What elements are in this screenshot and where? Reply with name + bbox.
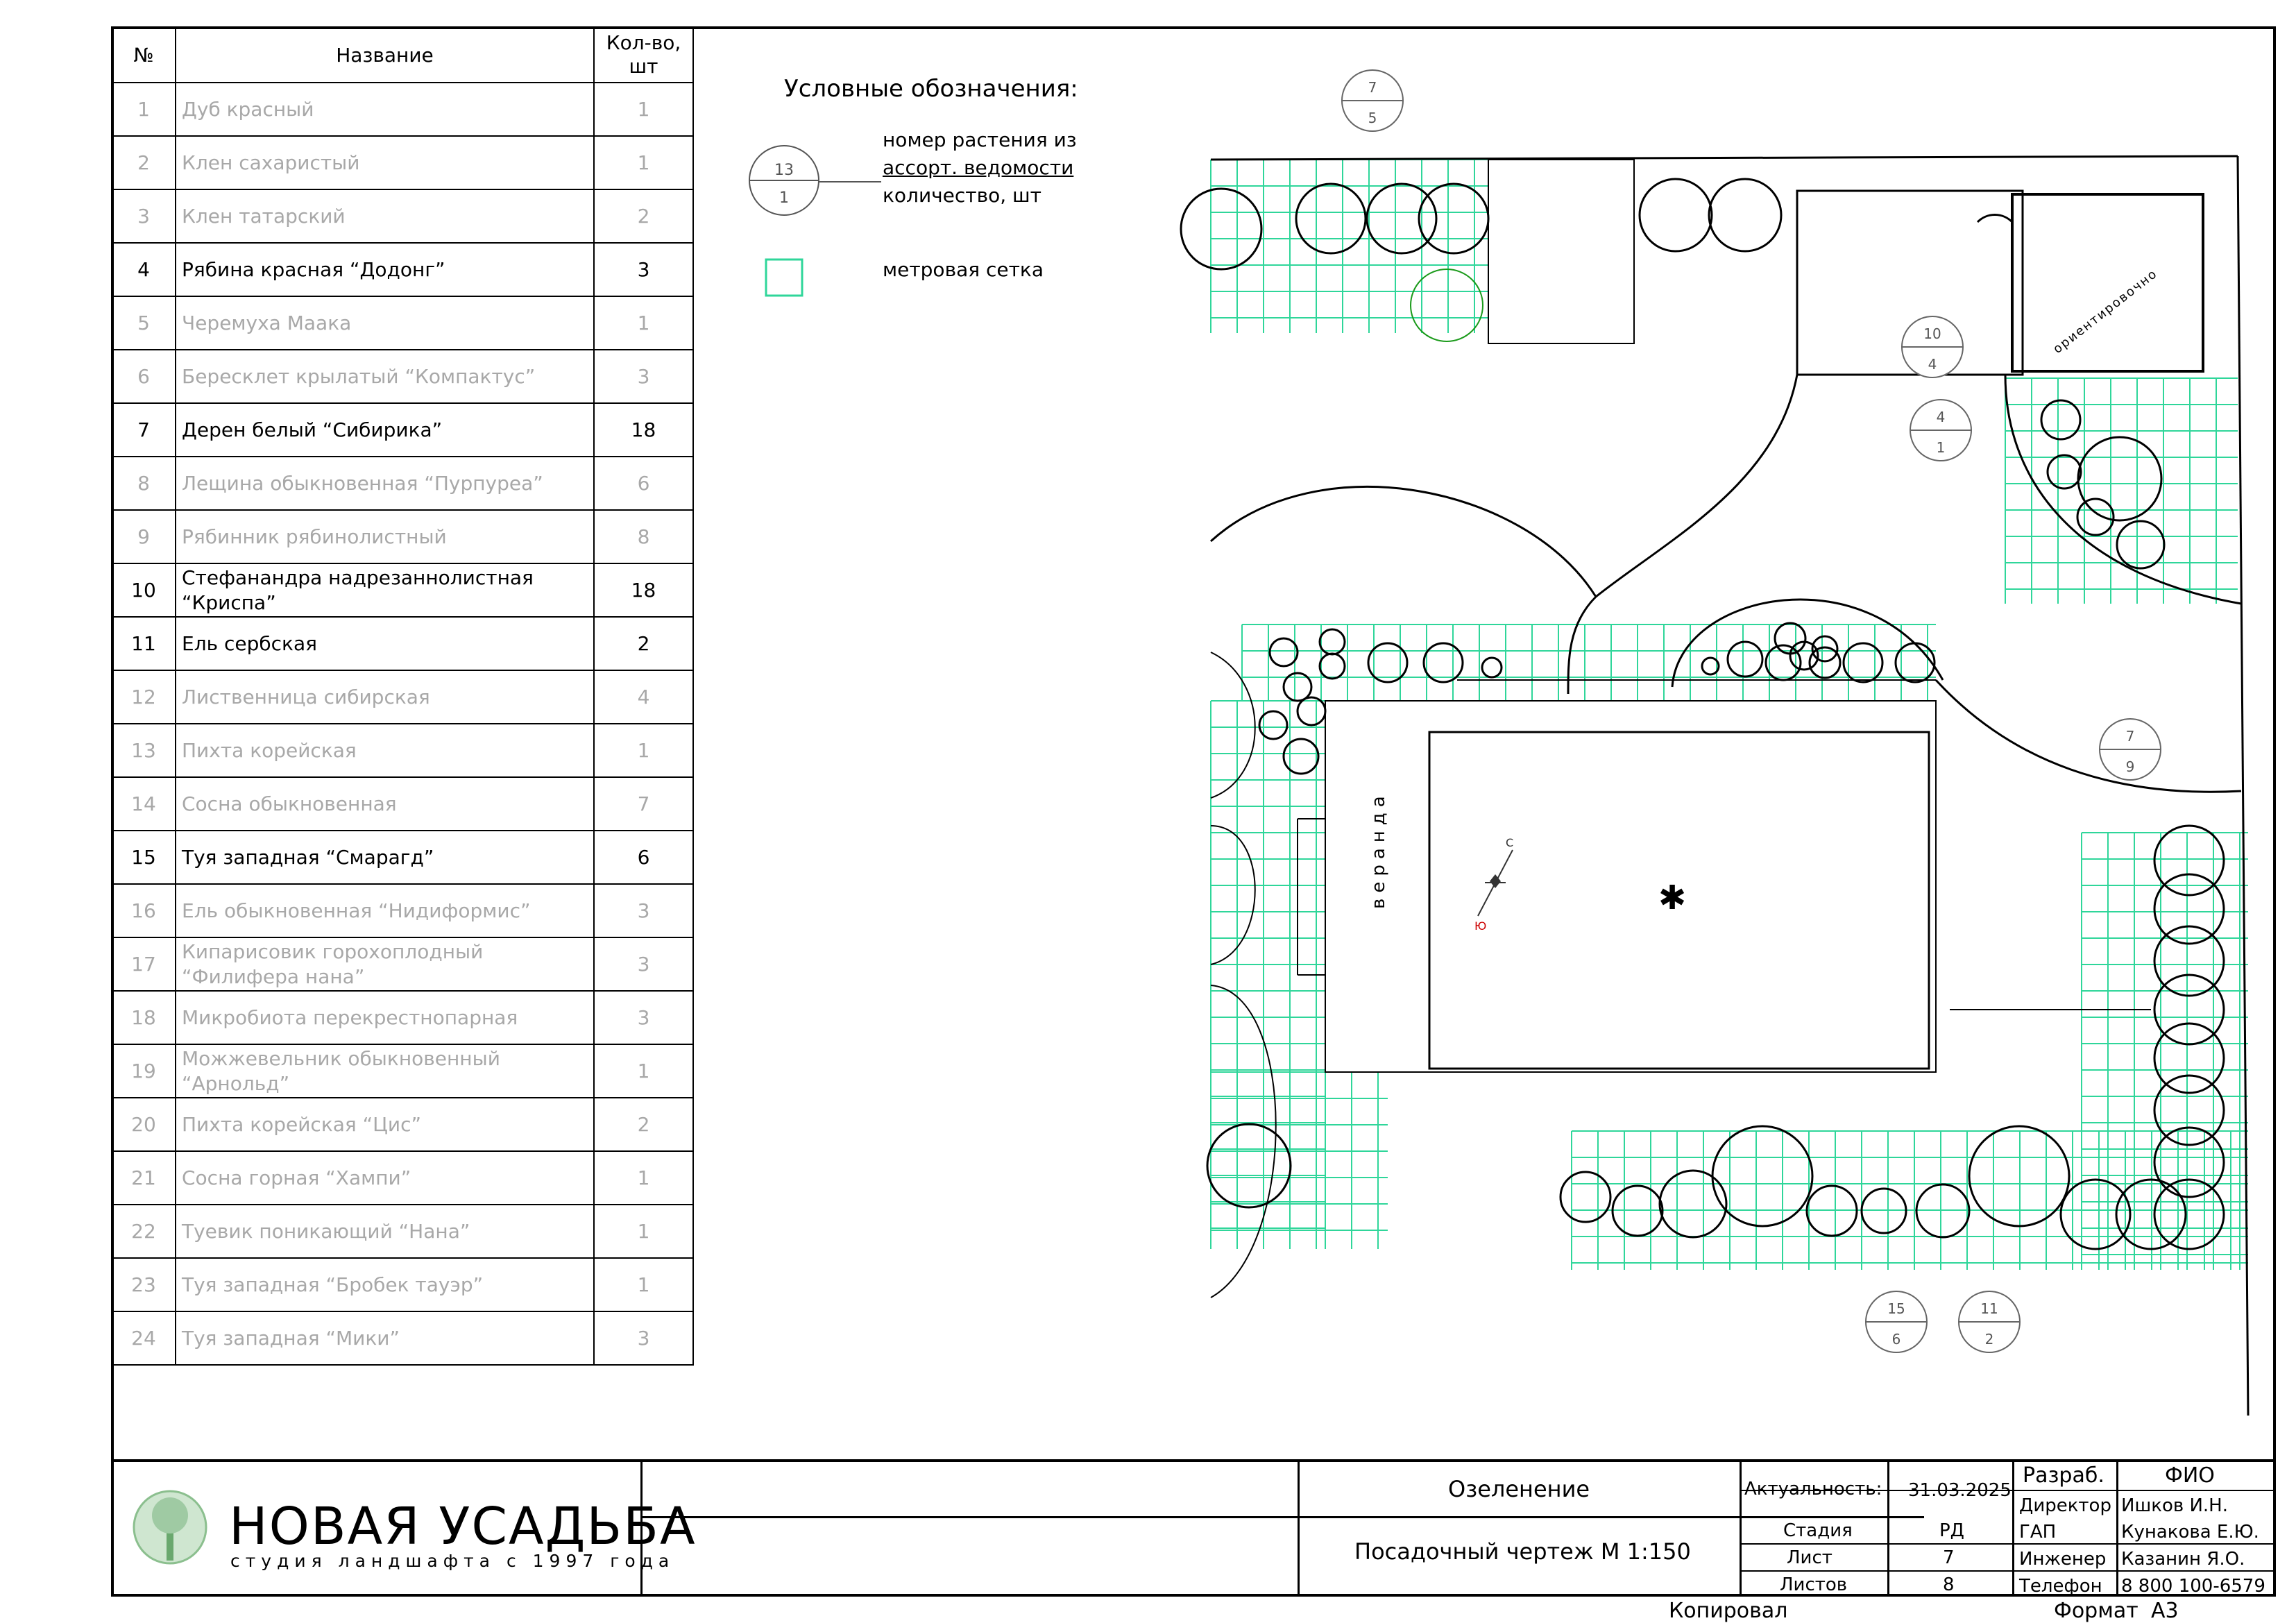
- entrance-marker-icon: ✱: [1658, 878, 1687, 917]
- plant-callouts: [1342, 70, 2161, 1352]
- cell-name: Клен сахаристый: [176, 136, 594, 189]
- role-name: Казанин Я.О.: [2121, 1549, 2245, 1570]
- cell-num: 12: [112, 670, 176, 724]
- compass-south-label: Ю: [1474, 919, 1487, 933]
- role-name: Ишков И.Н.: [2121, 1495, 2228, 1516]
- legend-callout-line3: количество, шт: [883, 184, 1041, 207]
- plant-circle: [2078, 437, 2161, 520]
- outbuilding-label: ориентировочно: [2050, 266, 2161, 357]
- copied-label: Копировал: [1669, 1599, 1788, 1623]
- plant-circle: [1709, 179, 1781, 251]
- cell-name: Лиственница сибирская: [176, 670, 594, 724]
- sheets-label: Листов: [1780, 1574, 1848, 1595]
- cell-num: 5: [112, 296, 176, 350]
- col-header-number: №: [112, 27, 176, 83]
- role-label: ГАП: [2019, 1522, 2057, 1543]
- cell-num: 21: [112, 1151, 176, 1205]
- callout-top: 7: [1368, 79, 1377, 96]
- callout-top: 10: [1923, 325, 1941, 342]
- cell-num: 15: [112, 831, 176, 884]
- sheet-title: Посадочный чертеж М 1:150: [1354, 1538, 1691, 1565]
- role-name: 8 800 100-6579: [2121, 1576, 2265, 1597]
- legend-callout-symbol: [749, 146, 881, 215]
- role-label: Директор: [2019, 1495, 2111, 1516]
- cell-name: Лещина обыкновенная “Пурпуреа”: [176, 457, 594, 510]
- legend-callout-line2: ассорт. ведомости: [883, 156, 1074, 179]
- col-header-quantity: Кол-во, шт: [594, 27, 693, 83]
- company-name: НОВАЯ УСАДЬБА: [229, 1497, 697, 1556]
- cell-qty: 3: [594, 884, 693, 937]
- cell-num: 6: [112, 350, 176, 403]
- stage-label: Стадия: [1783, 1520, 1853, 1541]
- cell-num: 7: [112, 403, 176, 457]
- legend-title: Условные обозначения:: [784, 75, 1078, 103]
- cell-qty: 3: [594, 1311, 693, 1365]
- cell-name: Можжевельник обыкновенный “Арнольд”: [176, 1044, 594, 1098]
- cell-name: Ель обыкновенная “Нидиформис”: [176, 884, 594, 937]
- cell-qty: 2: [594, 189, 693, 243]
- legend-grid-symbol: [766, 260, 802, 296]
- cell-qty: 1: [594, 136, 693, 189]
- callout-bottom: 4: [1928, 356, 1937, 373]
- compass-north-label: С: [1506, 836, 1514, 849]
- legend-grid-label: метровая сетка: [883, 258, 1044, 281]
- format-value: А3: [2151, 1599, 2179, 1623]
- compass-icon: [1474, 836, 1513, 933]
- cell-num: 17: [112, 937, 176, 991]
- plant-callout: [1866, 1291, 1927, 1352]
- plant-circle: [2117, 521, 2164, 568]
- plant-circle: [2077, 499, 2114, 535]
- plant-circle: [1660, 1171, 1726, 1237]
- plant-callout: [1342, 70, 1403, 131]
- cell-num: 19: [112, 1044, 176, 1098]
- actuality-date: 31.03.2025: [1908, 1480, 2012, 1501]
- sheet-label: Лист: [1787, 1547, 1832, 1568]
- cell-qty: 4: [594, 670, 693, 724]
- cell-name: Кипарисовик горохоплодный “Филифера нана”: [176, 937, 594, 991]
- title-block: [111, 1459, 2276, 1599]
- cell-qty: 18: [594, 403, 693, 457]
- cell-name: Сосна обыкновенная: [176, 777, 594, 831]
- plant-circle: [1728, 642, 1762, 677]
- cell-name: Туя западная “Смарагд”: [176, 831, 594, 884]
- plant-callout: [2100, 719, 2161, 780]
- cell-name: Туя западная “Бробек тауэр”: [176, 1258, 594, 1311]
- callout-bottom: 1: [1936, 439, 1946, 456]
- plant-circle: [1712, 1126, 1812, 1226]
- plant-circle: [2041, 400, 2080, 439]
- role-label: Разраб.: [2023, 1463, 2104, 1488]
- cell-qty: 1: [594, 1205, 693, 1258]
- actuality-label: Актуальность:: [1744, 1479, 1882, 1499]
- cell-qty: 1: [594, 1151, 693, 1205]
- cell-qty: 6: [594, 457, 693, 510]
- role-name: Кунакова Е.Ю.: [2121, 1522, 2259, 1543]
- cell-name: Пихта корейская: [176, 724, 594, 777]
- cell-qty: 7: [594, 777, 693, 831]
- plant-circle: [1296, 184, 1366, 253]
- plant-circle: [1320, 654, 1345, 679]
- cell-num: 14: [112, 777, 176, 831]
- cell-qty: 2: [594, 617, 693, 670]
- cell-num: 22: [112, 1205, 176, 1258]
- cell-num: 10: [112, 563, 176, 617]
- cell-qty: 6: [594, 831, 693, 884]
- cell-name: Рябина красная “Додонг”: [176, 243, 594, 296]
- cell-num: 23: [112, 1258, 176, 1311]
- cell-name: Сосна горная “Хампи”: [176, 1151, 594, 1205]
- cell-name: Дуб красный: [176, 83, 594, 136]
- cell-num: 2: [112, 136, 176, 189]
- cell-num: 8: [112, 457, 176, 510]
- callout-bottom: 2: [1984, 1331, 1994, 1348]
- cell-num: 11: [112, 617, 176, 670]
- cell-num: 9: [112, 510, 176, 563]
- plant-circle: [1482, 658, 1502, 677]
- company-tagline: студия ландшафта с 1997 года: [230, 1551, 675, 1571]
- legend-callout-line1: номер растения из: [883, 128, 1077, 151]
- cell-qty: 1: [594, 1258, 693, 1311]
- cell-qty: 1: [594, 83, 693, 136]
- cell-name: Рябинник рябинолистный: [176, 510, 594, 563]
- role-name: ФИО: [2165, 1463, 2215, 1488]
- cell-num: 18: [112, 991, 176, 1044]
- cell-name: Бересклет крылатый “Компактус”: [176, 350, 594, 403]
- cell-qty: 1: [594, 1044, 693, 1098]
- role-label: Инженер: [2019, 1549, 2107, 1570]
- cell-qty: 2: [594, 1098, 693, 1151]
- plant-circle: [1561, 1172, 1610, 1222]
- cell-qty: 8: [594, 510, 693, 563]
- callout-top: 11: [1980, 1300, 1998, 1317]
- cell-name: Туя западная “Мики”: [176, 1311, 594, 1365]
- cell-num: 1: [112, 83, 176, 136]
- plant-circle: [2061, 1180, 2130, 1249]
- cell-num: 24: [112, 1311, 176, 1365]
- company-logo-icon: [132, 1484, 208, 1571]
- plant-circle: [1844, 643, 1882, 682]
- plant-circle: [1810, 647, 1840, 678]
- cell-name: Пихта корейская “Цис”: [176, 1098, 594, 1151]
- cell-name: Ель сербская: [176, 617, 594, 670]
- callout-bottom: 6: [1891, 1331, 1901, 1348]
- callout-top: 15: [1887, 1300, 1905, 1317]
- plant-callout: [1910, 400, 1971, 461]
- callout-top: 7: [2125, 728, 2135, 745]
- plant-circle: [1367, 184, 1436, 253]
- cell-name: Микробиота перекрестнопарная: [176, 991, 594, 1044]
- cell-qty: 3: [594, 243, 693, 296]
- section-title: Озеленение: [1448, 1476, 1590, 1502]
- callout-bottom: 5: [1368, 110, 1377, 126]
- col-header-name: Название: [176, 27, 594, 83]
- cell-qty: 3: [594, 991, 693, 1044]
- cell-name: Стефанандра надрезаннолистная “Криспа”: [176, 563, 594, 617]
- cell-name: Дерен белый “Сибирика”: [176, 403, 594, 457]
- plant-circle: [1181, 189, 1261, 269]
- cell-num: 16: [112, 884, 176, 937]
- veranda-label: веранда: [1368, 790, 1389, 909]
- plant-circle: [1284, 739, 1318, 774]
- sheet-value: 7: [1943, 1547, 1955, 1568]
- plant-circle: [1775, 623, 1805, 654]
- cell-num: 4: [112, 243, 176, 296]
- cell-num: 20: [112, 1098, 176, 1151]
- cell-qty: 1: [594, 296, 693, 350]
- callout-bottom: 9: [2125, 758, 2135, 775]
- cell-qty: 1: [594, 724, 693, 777]
- cell-name: Туевик поникающий “Нана”: [176, 1205, 594, 1258]
- plant-callout: [1959, 1291, 2020, 1352]
- plant-circle: [1207, 1124, 1291, 1207]
- legend-callout-bottom: 1: [779, 189, 789, 207]
- cell-num: 3: [112, 189, 176, 243]
- plant-circle: [1419, 184, 1488, 253]
- sheets-value: 8: [1943, 1574, 1955, 1595]
- role-label: Телефон: [2019, 1576, 2102, 1597]
- cell-num: 13: [112, 724, 176, 777]
- callout-top: 4: [1936, 409, 1946, 425]
- stage-value: РД: [1939, 1520, 1964, 1541]
- cell-qty: 3: [594, 350, 693, 403]
- plant-callout: [1902, 316, 1963, 377]
- legend-callout-top: 13: [774, 162, 794, 179]
- plant-circle: [1640, 179, 1712, 251]
- plant-circle: [1270, 638, 1298, 666]
- plant-circle: [1424, 643, 1463, 682]
- format-label: Формат: [2054, 1599, 2138, 1623]
- cell-name: Клен татарский: [176, 189, 594, 243]
- cell-qty: 18: [594, 563, 693, 617]
- cell-qty: 3: [594, 937, 693, 991]
- cell-name: Черемуха Маака: [176, 296, 594, 350]
